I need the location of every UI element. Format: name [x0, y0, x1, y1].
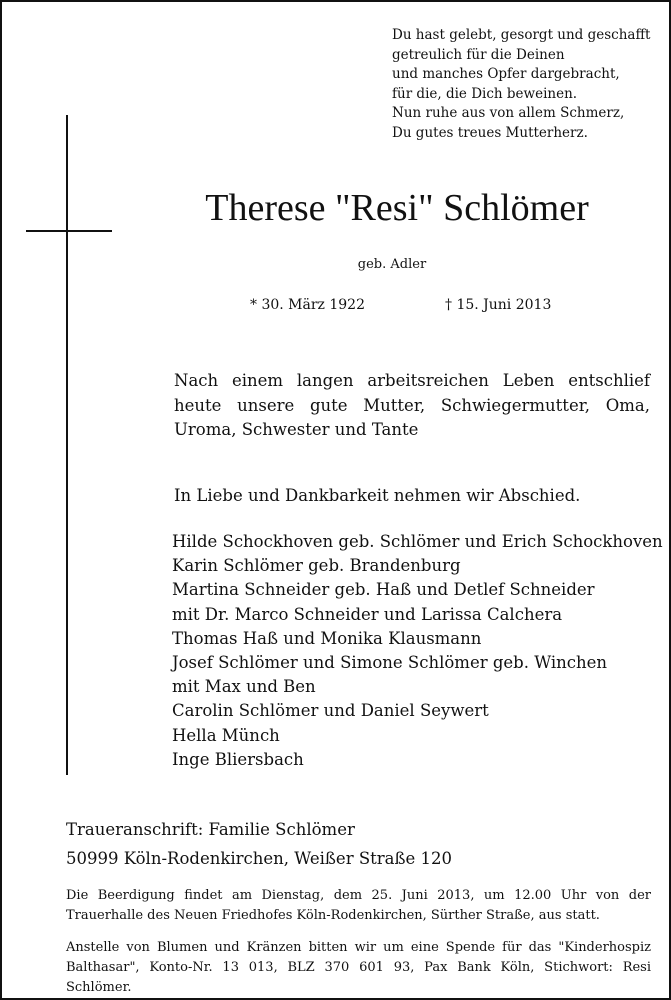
poem-line: Nun ruhe aus von allem Schmerz,: [392, 105, 625, 122]
farewell-text: In Liebe und Dankbarkeit nehmen wir Abschied.: [174, 486, 581, 505]
poem-line: für die, die Dich beweinen.: [392, 85, 578, 102]
birth-date: * 30. März 1922: [250, 297, 365, 313]
donation-notice: Anstelle von Blumen und Kränzen bitten wir um eine Spende für das "Kinderhospiz Balthasar", Konto-Nr. 13 013, BLZ 370 601 93, Pax Bank Köln, Stichwort: Resi Schlömer.: [66, 940, 651, 995]
list-item: Hilde Schockhoven geb. Schlömer und Erich Schockhoven: [172, 532, 663, 551]
list-item: Carolin Schlömer und Daniel Seywert: [172, 701, 489, 721]
poem-line: getreulich für die Deinen: [392, 46, 565, 63]
funeral-notice: Die Beerdigung findet am Dienstag, dem 25. Juni 2013, um 12.00 Uhr von der Trauerhalle des Neuen Friedhofes Köln-Rodenkirchen, Sürther Straße, aus statt.: [66, 888, 651, 923]
list-item: mit Max und Ben: [172, 677, 316, 697]
death-date: † 15. Juni 2013: [445, 297, 552, 313]
list-item: Hella Münch: [172, 725, 280, 745]
poem-line: Du hast gelebt, gesorgt und geschafft: [392, 27, 651, 43]
list-item: Karin Schlömer geb. Brandenburg: [172, 556, 461, 576]
list-item: Thomas Haß und Monika Klausmann: [172, 628, 482, 648]
poem: [392, 26, 662, 144]
list-item: mit Dr. Marco Schneider und Larissa Calchera: [172, 604, 563, 624]
list-item: Martina Schneider geb. Haß und Detlef Schneider: [172, 580, 595, 600]
mourning-address-label: Traueranschrift: Familie Schlömer: [66, 820, 355, 839]
poem-line: Du gutes treues Mutterherz.: [392, 124, 588, 141]
poem-line: und manches Opfer dargebracht,: [392, 66, 620, 83]
mourning-address-street: 50999 Köln-Rodenkirchen, Weißer Straße 120: [66, 849, 453, 868]
list-item: Josef Schlömer und Simone Schlömer geb. Winchen: [172, 653, 608, 673]
cross-horizontal-bar: [26, 230, 112, 232]
list-item: Inge Bliersbach: [172, 749, 304, 769]
maiden-name: geb. Adler: [357, 257, 427, 272]
deceased-name: Therese "Resi" Schlömer: [205, 187, 589, 229]
mourners-list: [172, 530, 663, 772]
announcement-text: Nach einem langen arbeitsreichen Leben entschlief heute unsere gute Mutter, Schwiegermutter, Oma, Uroma, Schwester und Tante: [174, 371, 650, 439]
cross-vertical-bar: [66, 115, 68, 775]
